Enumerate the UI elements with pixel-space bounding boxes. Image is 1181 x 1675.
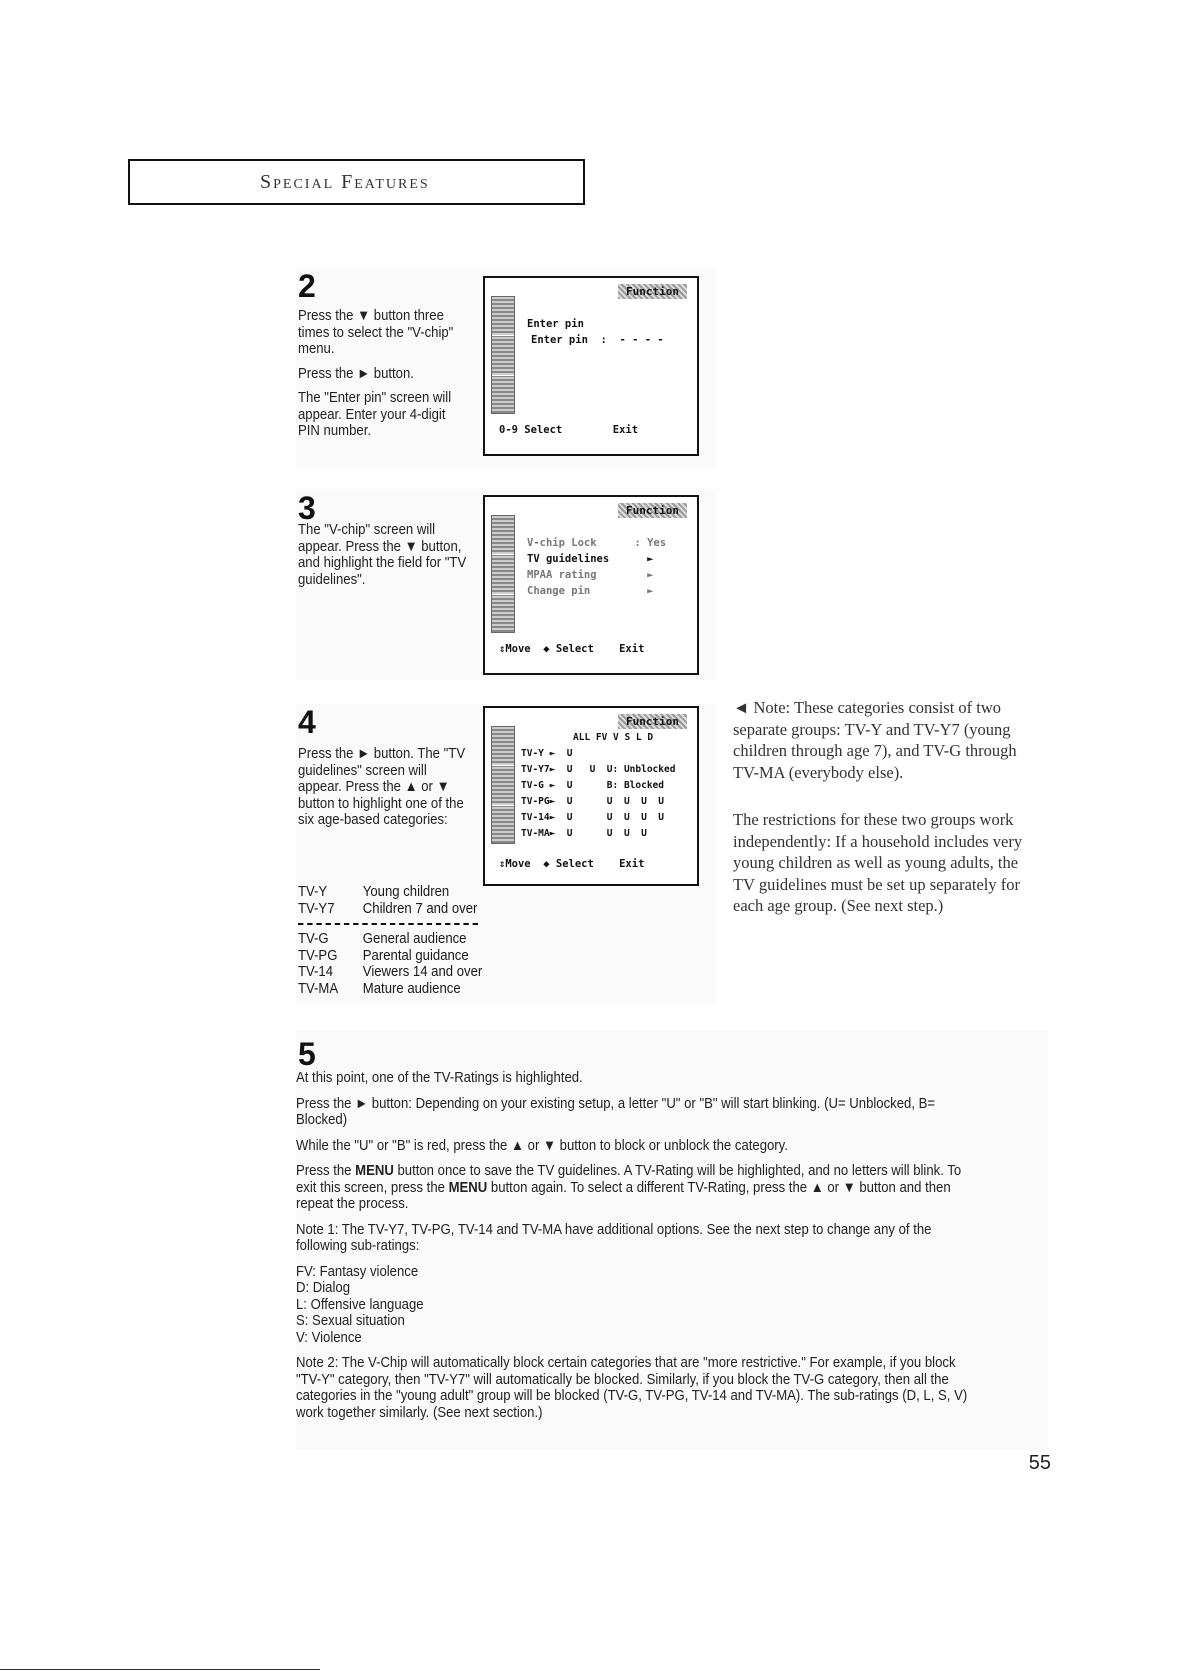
menu-key: MENU	[448, 1179, 488, 1196]
instruction: Press the ► button: Depending on your existing setup, a letter "U" or "B" will start blinking. (U= Unblocked, B= Blocked)	[296, 1095, 936, 1128]
rating-row	[298, 981, 482, 998]
menu-icon-strip	[491, 515, 515, 633]
instruction: The "V-chip" screen will appear. Press the ▼ button, and highlight the field for "TV guidelines".	[298, 522, 467, 588]
rating-row: TV-Y ► U	[521, 748, 573, 759]
step-instructions	[298, 308, 469, 448]
group-divider	[298, 923, 478, 925]
subrating-item: S: Sexual situation	[296, 1313, 405, 1329]
rating-code: TV-Y7	[298, 900, 335, 917]
osd-line: Enter pin : - - - -	[531, 334, 664, 346]
note-1: Note 1: The TV-Y7, TV-PG, TV-14 and TV-MA have additional options. See the next step to change any of the following sub-ratings:	[296, 1221, 932, 1254]
rating-desc: General audience	[362, 931, 467, 947]
rating-row	[298, 901, 482, 918]
step-number: 5	[298, 1036, 316, 1072]
tv-guidelines-screen	[483, 706, 699, 886]
rating-row: TV-PG► U U U U U	[521, 796, 664, 807]
instruction: At this point, one of the TV-Ratings is highlighted.	[296, 1070, 583, 1086]
osd-line: Enter pin	[527, 318, 584, 330]
step-number: 3	[298, 490, 316, 526]
text: button again. To select a different TV-Rating, press the ▲ or ▼ button and then repeat the process.	[296, 1179, 951, 1212]
osd-line: V-chip Lock : Yes	[527, 537, 667, 549]
step-3	[296, 490, 716, 680]
function-tab: Function	[618, 714, 687, 729]
osd-footer: ⇕Move ◆ Select Exit	[499, 643, 645, 655]
rating-desc: Viewers 14 and over	[362, 964, 483, 980]
instruction: While the "U" or "B" is red, press the ▲ or ▼ button to block or unblock the category.	[296, 1137, 788, 1154]
osd-line: TV guidelines ►	[527, 553, 654, 565]
footer-rule	[0, 1669, 320, 1670]
subrating-item: FV: Fantasy violence	[296, 1263, 419, 1280]
menu-key: MENU	[355, 1163, 394, 1179]
subrating-item: V: Violence	[296, 1329, 362, 1346]
function-tab: Function	[618, 284, 687, 299]
note-2: Note 2: The V-Chip will automatically block certain categories that are "more restrictive." For example, if you block "TV-Y" category, then "TV-Y7" will automatically be blocked. Similarly, if you block the TV-G category, then all the categories in the "young adult" group will be blocked (TV-G, TV-PG, TV-14 and TV-MA). The sub-ratings (D, L, S, V) work together similarly. (See next section.)	[296, 1355, 968, 1421]
side-note	[733, 697, 1033, 935]
osd-line: Change pin ►	[527, 585, 654, 597]
rating-row	[298, 948, 482, 965]
menu-icon-strip	[491, 726, 515, 844]
rating-row	[298, 931, 482, 948]
rating-categories	[298, 884, 482, 997]
section-header	[128, 159, 585, 205]
rating-desc: Children 7 and over	[362, 900, 478, 917]
step-5	[296, 1070, 980, 1430]
subrating-list	[296, 1264, 980, 1347]
rating-code: TV-G	[298, 931, 329, 947]
osd-footer: 0-9 Select Exit	[499, 424, 639, 436]
rating-row: TV-G ► U B: Blocked	[521, 780, 664, 791]
rating-row	[298, 964, 482, 981]
note-paragraph: The restrictions for these two groups work independently: If a household includes very young children as well as young adults, the TV guidelines must be set up separately for each age group. (See next step.)	[733, 810, 1023, 915]
rating-row: TV-Y7► U U U: Unblocked	[521, 764, 676, 775]
rating-code: TV-Y	[298, 884, 328, 900]
step-number: 2	[298, 268, 316, 304]
v-chip-screen	[483, 495, 699, 675]
instruction: Press the ► button. The "TV guidelines" screen will appear. Press the ▲ or ▼ button to highlight one of the six age-based categories:	[298, 746, 466, 828]
rating-header: ALL FV V S L D	[573, 732, 654, 743]
text: Press the	[296, 1163, 356, 1179]
osd-footer: ⇕Move ◆ Select Exit	[499, 858, 645, 870]
rating-desc: Mature audience	[362, 980, 461, 997]
rating-row	[298, 884, 482, 901]
instruction: The "Enter pin" screen will appear. Enter your 4-digit PIN number.	[298, 390, 452, 439]
note-paragraph: ◄ Note: These categories consist of two separate groups: TV-Y and TV-Y7 (young children through age 7), and TV-G through TV-MA (everybody else).	[733, 698, 1017, 782]
rating-desc: Parental guidance	[362, 947, 469, 964]
section-title: Special Features	[260, 171, 430, 193]
rating-desc: Young children	[362, 884, 450, 900]
enter-pin-screen	[483, 276, 699, 456]
step-number: 4	[298, 704, 316, 740]
rating-code: TV-MA	[298, 980, 339, 997]
step-2	[296, 268, 716, 468]
step-instructions	[298, 522, 469, 596]
rating-code: TV-PG	[298, 947, 338, 964]
rating-row: TV-14► U U U U U	[521, 812, 664, 823]
subrating-item: L: Offensive language	[296, 1296, 424, 1313]
function-tab: Function	[618, 503, 687, 518]
text: button once to save the TV guidelines. A TV-Rating will be highlighted, and no letters will blink. To exit this screen, press the	[296, 1163, 962, 1196]
step-instructions	[298, 746, 469, 837]
instruction	[296, 1163, 980, 1213]
page-number: 55	[1028, 1452, 1051, 1474]
instruction: Press the ► button.	[298, 365, 414, 382]
rating-code: TV-14	[298, 964, 334, 980]
menu-icon-strip	[491, 296, 515, 414]
step-4	[296, 704, 716, 1004]
rating-row: TV-MA► U U U U	[521, 828, 647, 839]
osd-line: MPAA rating ►	[527, 569, 654, 581]
subrating-item: D: Dialog	[296, 1280, 351, 1296]
instruction: Press the ▼ button three times to select the "V-chip" menu.	[298, 308, 454, 357]
